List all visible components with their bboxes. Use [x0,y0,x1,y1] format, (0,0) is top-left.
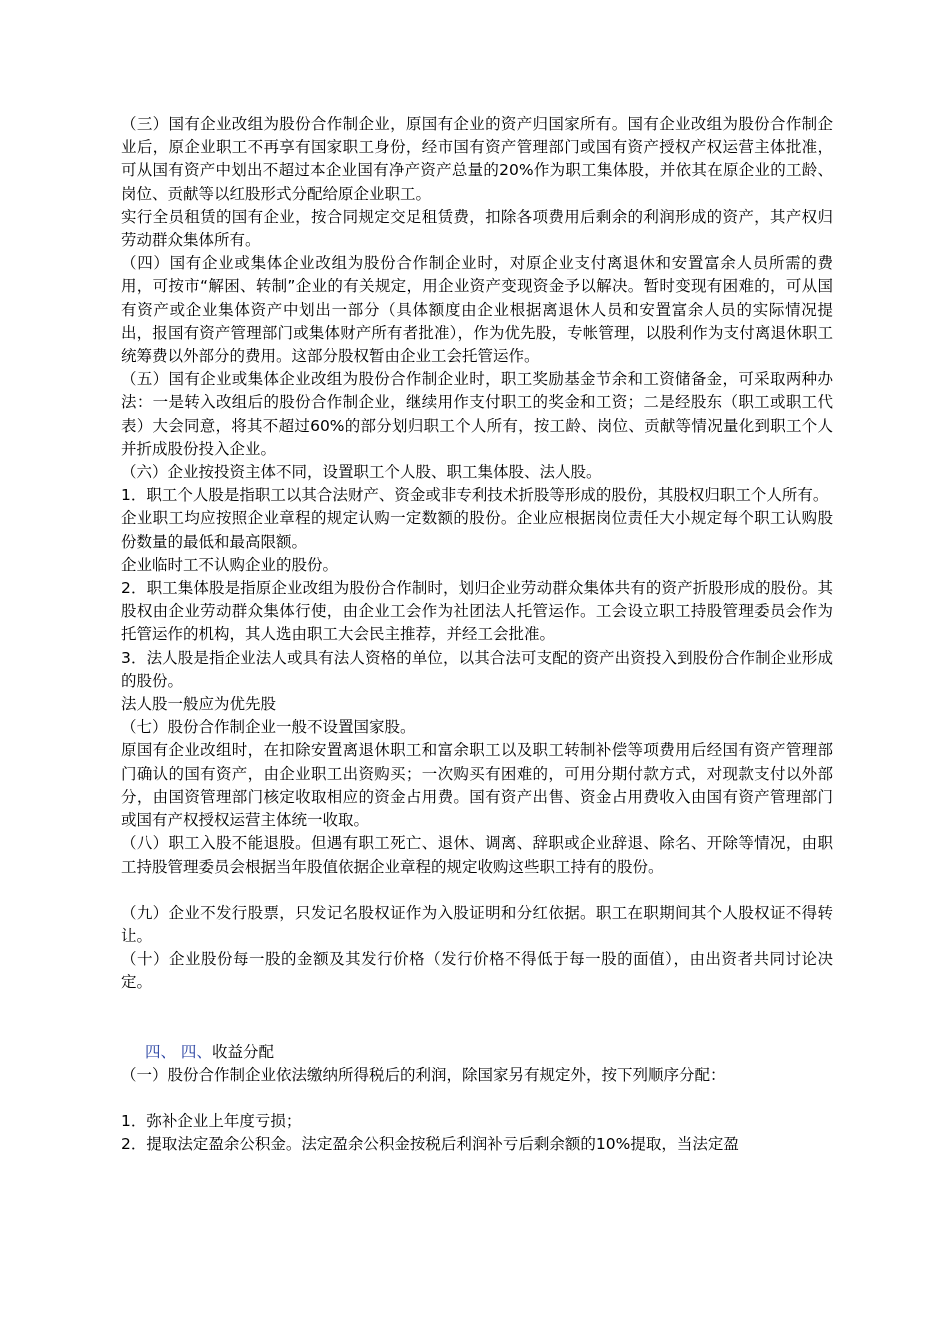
blank-line [121,879,833,902]
paragraph-6-2: 2．职工集体股是指原企业改组为股份合作制时，划归企业劳动群众集体共有的资产折股形成的股份。其股权由企业劳动群众集体行使，由企业工会作为社团法人托管运作。工会设立职工持股管理委员会作为托管运作的机构，其人选由职工大会民主推荐，并经工会批准。 [121,579,833,644]
blank-lines [121,995,833,1041]
paragraph-block-a [121,113,833,879]
paragraph-7-purchase: 原国有企业改组时，在扣除安置离退休职工和富余职工以及职工转制补偿等项费用后经国有资产管理部门确认的国有资产，由企业职工出资购买；一次购买有困难的，可用分期付款方式，对现款支付以外部分，由国资管理部门核定收取相应的资金占用费。国有资产出售、资金占用费收入由国有资产管理部门或国有产权授权运营主体统一收取。 [121,741,833,830]
paragraph-4: （四）国有企业或集体企业改组为股份合作制企业时，对原企业支付离退休和安置富余人员所需的费用，可按市“解困、转制”企业的有关规定，用企业资产变现资金予以解决。暂时变现有困难的，可从国有资产或企业集体资产中划出一部分（具体额度由企业根据离退休人员和安置富余人员的实际情况提出，报国有资产管理部门或集体财产所有者批准），作为优先股，专帐管理，以股利作为支付离退休职工统筹费以外部分的费用。这部分股权暂由企业工会托管运作。 [121,254,833,366]
section-title: 收益分配 [211,1042,274,1061]
blank-line-2 [121,1087,833,1110]
paragraph-6-1: 1．职工个人股是指职工以其合法财产、资金或非专利技术折股等形成的股份，其股权归职工个人所有。 [121,486,829,505]
section-heading [121,1041,833,1064]
paragraph-6-1-quota: 企业职工均应按照企业章程的规定认购一定数额的股份。企业应根据岗位责任大小规定每个职工认购股份数量的最低和最高限额。 [121,509,833,551]
paragraph-block-b [121,902,833,995]
paragraph-6: （六）企业按投资主体不同，设置职工个人股、职工集体股、法人股。 [121,463,602,482]
paragraph-8: （八）职工入股不能退股。但遇有职工死亡、退休、调离、辞职或企业辞退、除名、开除等情况，由职工持股管理委员会根据当年股值依据企业章程的规定收购这些职工持有的股份。 [121,834,833,876]
paragraph-lease: 实行全员租赁的国有企业，按合同规定交足租赁费，扣除各项费用后剩余的利润形成的资产，其产权归劳动群众集体所有。 [121,207,833,250]
paragraph-9: （九）企业不发行股票，只发记名股权证作为入股证明和分红依据。职工在职期间其个人股权证不得转让。 [121,903,833,945]
paragraph-6-1-temp: 企业临时工不认购企业的股份。 [121,555,339,574]
list-item-1: 1．弥补企业上年度亏损； [121,1111,302,1130]
list-item-2: 2．提取法定盈余公积金。法定盈余公积金按税后利润补亏后剩余额的10%提取，当法定盈 [121,1135,739,1154]
paragraph-income-1: （一）股份合作制企业依法缴纳所得税后的利润，除国家另有规定外，按下列顺序分配： [121,1065,726,1084]
paragraph-6-3-pref: 法人股一般应为优先股 [121,695,277,714]
paragraph-7: （七）股份合作制企业一般不设置国家股。 [121,718,416,737]
paragraph-5: （五）国有企业或集体企业改组为股份合作制企业时，职工奖励基金节余和工资储备金，可采取两种办法：一是转入改组后的股份合作制企业，继续用作支付职工的奖金和工资；二是经股东（职工或职工代表）大会同意，将其不超过60%的部分划归职工个人所有，按工龄、岗位、贡献等情况量化到职工个人并折成股份投入企业。 [121,370,833,458]
paragraph-10: （十）企业股份每一股的金额及其发行价格（发行价格不得低于每一股的面值），由出资者共同讨论决定。 [121,950,833,992]
paragraph-6-3: 3．法人股是指企业法人或具有法人资格的单位，以其合法可支配的资产出资投入到股份合作制企业形成的股份。 [121,648,833,690]
paragraph-3: （三）国有企业改组为股份合作制企业，原国有企业的资产归国家所有。国有企业改组为股份合作制企业后，原企业职工不再享有国家职工身份，经市国有资产管理部门或国有资产授权产权运营主体批准，可从国有资产中划出不超过本企业国有净产资产总量的20%作为职工集体股，并依其在原企业的工龄、岗位、贡献等以红股形式分配给原企业职工。 [121,115,833,203]
document-page [121,113,833,1156]
section-number: 四、 四、 [145,1042,212,1061]
